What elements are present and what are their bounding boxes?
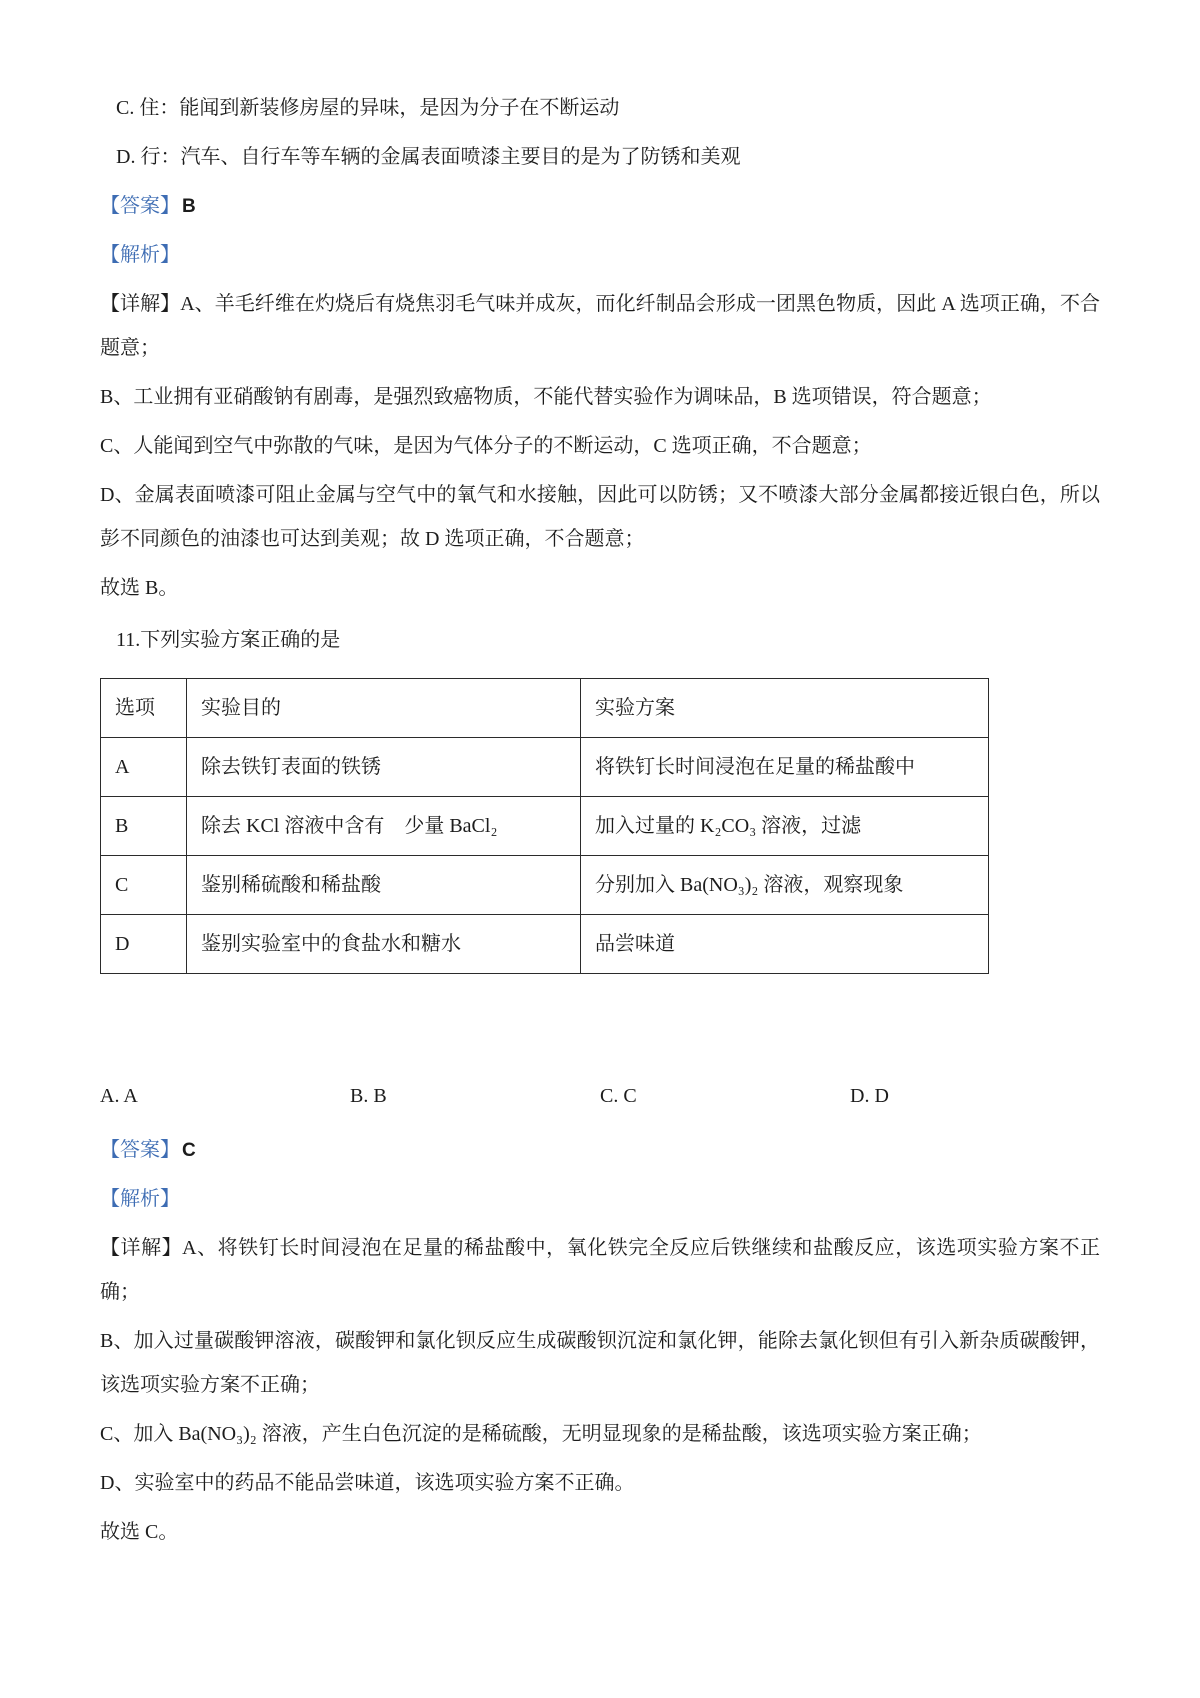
q11-row-c-purpose: 鉴别稀硫酸和稀盐酸 (187, 856, 581, 915)
q11-row-b-option: B (101, 797, 187, 856)
q11-row-a-plan: 将铁钉长时间浸泡在足量的稀盐酸中 (581, 738, 989, 797)
q11-row-b-purpose: 除去 KCl 溶液中含有 少量 BaCl₂ (187, 797, 581, 856)
q11-stem: 11.下列实验方案正确的是 (116, 629, 341, 651)
q11-row-a-purpose: 除去铁钉表面的铁锈 (187, 738, 581, 797)
q11-row-d-purpose: 鉴别实验室中的食盐水和糖水 (187, 915, 581, 974)
table-row (101, 915, 989, 974)
table-row (101, 738, 989, 797)
q11-th-option: 选项 (101, 679, 187, 738)
q11-row-d-option: D (101, 915, 187, 974)
q10-answer-value: B (182, 196, 196, 217)
q11-answer-value: C (182, 1140, 196, 1161)
q11-th-purpose: 实验目的 (187, 679, 581, 738)
q11-choice-d: D. D (850, 1085, 889, 1107)
q10-analysis-line (100, 233, 1100, 277)
q11-table-header-row (101, 679, 989, 738)
q11-table (100, 678, 989, 974)
q10-detail-c: C、人能闻到空气中弥散的气味，是因为气体分子的不断运动，C 选项正确，不合题意； (100, 435, 872, 457)
q11-row-c-plan: 分别加入 Ba(NO₃)₂ 溶液，观察现象 (581, 856, 989, 915)
q10-option-c: C. 住：能闻到新装修房屋的异味，是因为分子在不断运动 (116, 97, 620, 119)
q11-choice-a: A. A (100, 1085, 138, 1107)
q10-answer-label: 【答案】 (100, 195, 180, 217)
q10-detail-b: B、工业拥有亚硝酸钠有剧毒，是强烈致癌物质，不能代替实验作为调味品，B 选项错误，符合题意； (100, 386, 992, 408)
q10-answer-line (100, 184, 1100, 228)
q11-choice-c: C. C (600, 1085, 637, 1107)
q11-choices-row (100, 1074, 1100, 1118)
q10-detail-d: D、金属表面喷漆可阻止金属与空气中的氧气和水接触，因此可以防锈；又不喷漆大部分金属都接近银白色，所以彭不同颜色的油漆也可达到美观；故 D 选项正确，不合题意； (100, 484, 1100, 550)
q11-detail-b: B、加入过量碳酸钾溶液，碳酸钾和氯化钡反应生成碳酸钡沉淀和氯化钾，能除去氯化钡但有引入新杂质碳酸钾，该选项实验方案不正确； (100, 1330, 1100, 1396)
q11-detail-d: D、实验室中的药品不能品尝味道，该选项实验方案不正确。 (100, 1472, 635, 1494)
q10-detail-a: 【详解】A、羊毛纤维在灼烧后有烧焦羽毛气味并成灰，而化纤制品会形成一团黑色物质，因此 A 选项正确，不合题意； (100, 293, 1100, 359)
q10-detail-label: 【详解】 (100, 293, 181, 315)
q11-detail-label: 【详解】 (100, 1237, 183, 1259)
q11-row-c-option: C (101, 856, 187, 915)
q11-answer-line (100, 1128, 1100, 1172)
table-row (101, 856, 989, 915)
q11-row-d-plan: 品尝味道 (581, 915, 989, 974)
q11-analysis-label: 【解析】 (100, 1188, 180, 1210)
q11-conclusion: 故选 C。 (100, 1521, 179, 1543)
q11-analysis-line (100, 1177, 1100, 1221)
q10-conclusion: 故选 B。 (100, 577, 179, 599)
q11-choice-b: B. B (350, 1085, 387, 1107)
q11-row-b-plan: 加入过量的 K₂CO₃ 溶液，过滤 (581, 797, 989, 856)
q11-detail-c: C、加入 Ba(NO₃)₂ 溶液，产生白色沉淀的是稀硫酸，无明显现象的是稀盐酸，该选项实验方案正确； (100, 1423, 982, 1445)
q11-answer-label: 【答案】 (100, 1139, 180, 1161)
q10-analysis-label: 【解析】 (100, 244, 180, 266)
q11-th-plan: 实验方案 (581, 679, 989, 738)
q11-detail-a: 【详解】A、将铁钉长时间浸泡在足量的稀盐酸中，氧化铁完全反应后铁继续和盐酸反应，该选项实验方案不正确； (100, 1237, 1101, 1303)
q10-option-d: D. 行：汽车、自行车等车辆的金属表面喷漆主要目的是为了防锈和美观 (116, 146, 741, 168)
table-row (101, 797, 989, 856)
q11-row-a-option: A (101, 738, 187, 797)
